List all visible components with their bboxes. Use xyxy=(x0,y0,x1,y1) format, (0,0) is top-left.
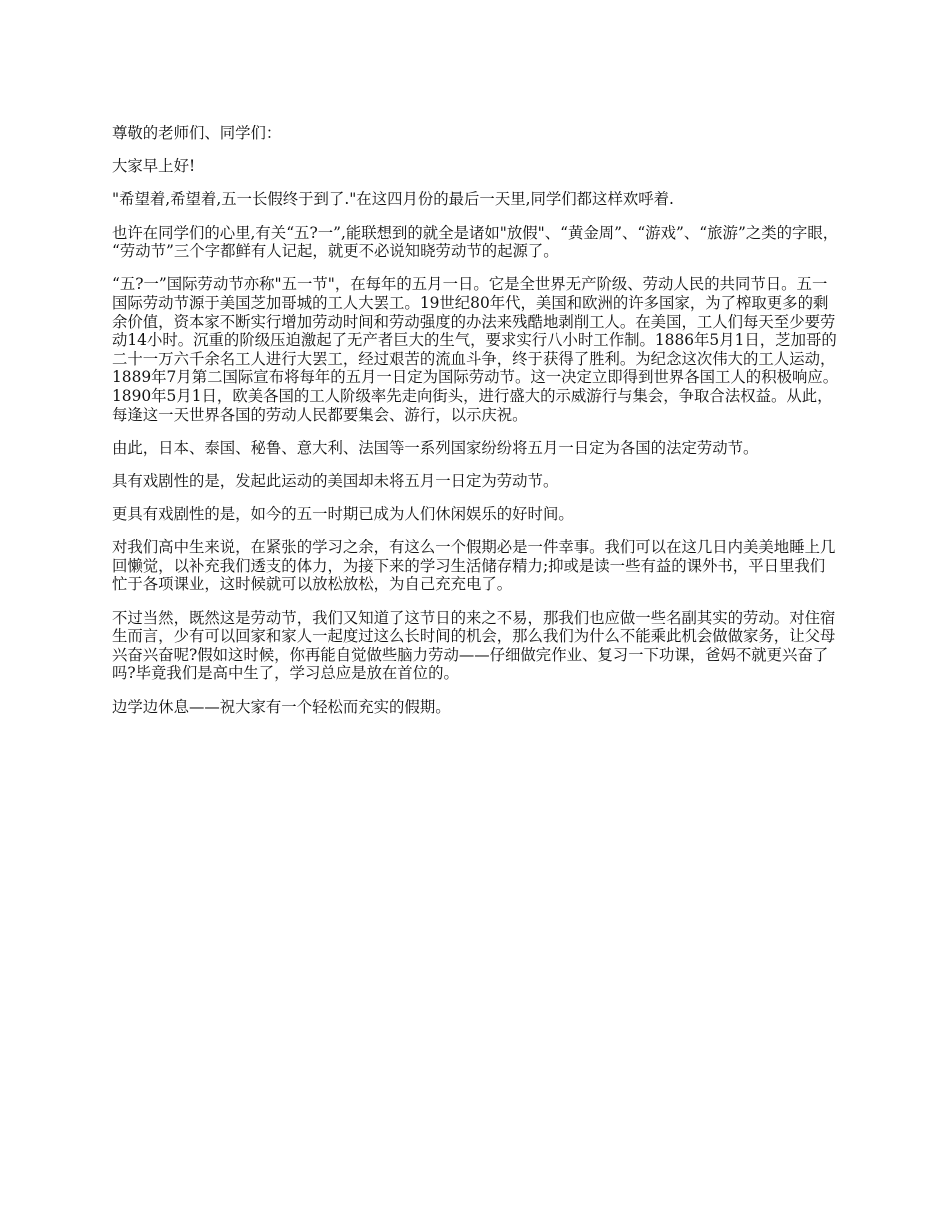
body-paragraph: 具有戏剧性的是，发起此运动的美国却未将五月一日定为劳动节。 xyxy=(112,471,559,490)
body-paragraph: 不过当然，既然这是劳动节，我们又知道了这节日的来之不易，那我们也应做一些名副其实的劳动。对住宿生而言，少有可以回家和家人一起度过这么长时间的机会，那么我们为什么不能乘此机会做做家务，让父母兴奋兴奋呢?假如这时候，你再能自觉做些脑力劳动——仔细做完作业、复习一下功课，爸妈不就更兴奋了吗?毕竟我们是高中生了，学习总应是放在首位的。 xyxy=(112,608,836,683)
body-paragraph: 由此，日本、泰国、秘鲁、意大利、法国等一系列国家纷纷将五月一日定为各国的法定劳动节。 xyxy=(112,438,759,457)
document-body xyxy=(112,124,840,731)
body-paragraph: 也许在同学们的心里,有关“五?一”,能联想到的就全是诸如"放假"、“黄金周”、“游戏”、“旅游”之类的字眼，“劳动节”三个字都鲜有人记起，就更不必说知晓劳动节的起源了。 xyxy=(112,223,839,261)
closing-paragraph: 边学边休息——祝大家有一个轻松而充实的假期。 xyxy=(112,697,451,716)
greeting-paragraph: 尊敬的老师们、同学们： xyxy=(112,124,282,142)
salutation-paragraph: 大家早上好! xyxy=(112,157,196,176)
history-paragraph: “五?一”国际劳动节亦称"五一节"，在每年的五月一日。它是全世界无产阶级、劳动人民的共同节日。五一国际劳动节源于美国芝加哥城的工人大罢工。19世纪80年代，美国和欧洲的许多国家，为了榨取更多的剩余价值，资本家不断实行增加劳动时间和劳动强度的办法来残酷地剥削工人。在美国，工人们每天至少要劳动14小时。沉重的阶级压迫激起了无产者巨大的生气，要求实行八小时工作制。1886年5月1日，芝加哥的二十一万六千余名工人进行大罢工，经过艰苦的流血斗争，终于获得了胜利。为纪念这次伟大的工人运动，1889年7月第二国际宣布将每年的五月一日定为国际劳动节。这一决定立即得到世界各国工人的积极响应。1890年5月1日，欧美各国的工人阶级率先走向街头，进行盛大的示威游行与集会，争取合法权益。从此，每逢这一天世界各国的劳动人民都要集会、游行，以示庆祝。 xyxy=(112,275,839,424)
body-paragraph: 对我们高中生来说，在紧张的学习之余，有这么一个假期必是一件幸事。我们可以在这几日内美美地睡上几回懒觉，以补充我们透支的体力，为接下来的学习生活储存精力;抑或是读一些有益的课外书，平日里我们忙于各项课业，这时候就可以放松放松，为自己充充电了。 xyxy=(112,538,836,594)
body-paragraph: "希望着,希望着,五一长假终于到了."在这四月份的最后一天里,同学们都这样欢呼着. xyxy=(112,190,674,209)
body-paragraph: 更具有戏剧性的是，如今的五一时期已成为人们休闲娱乐的好时间。 xyxy=(112,505,574,524)
